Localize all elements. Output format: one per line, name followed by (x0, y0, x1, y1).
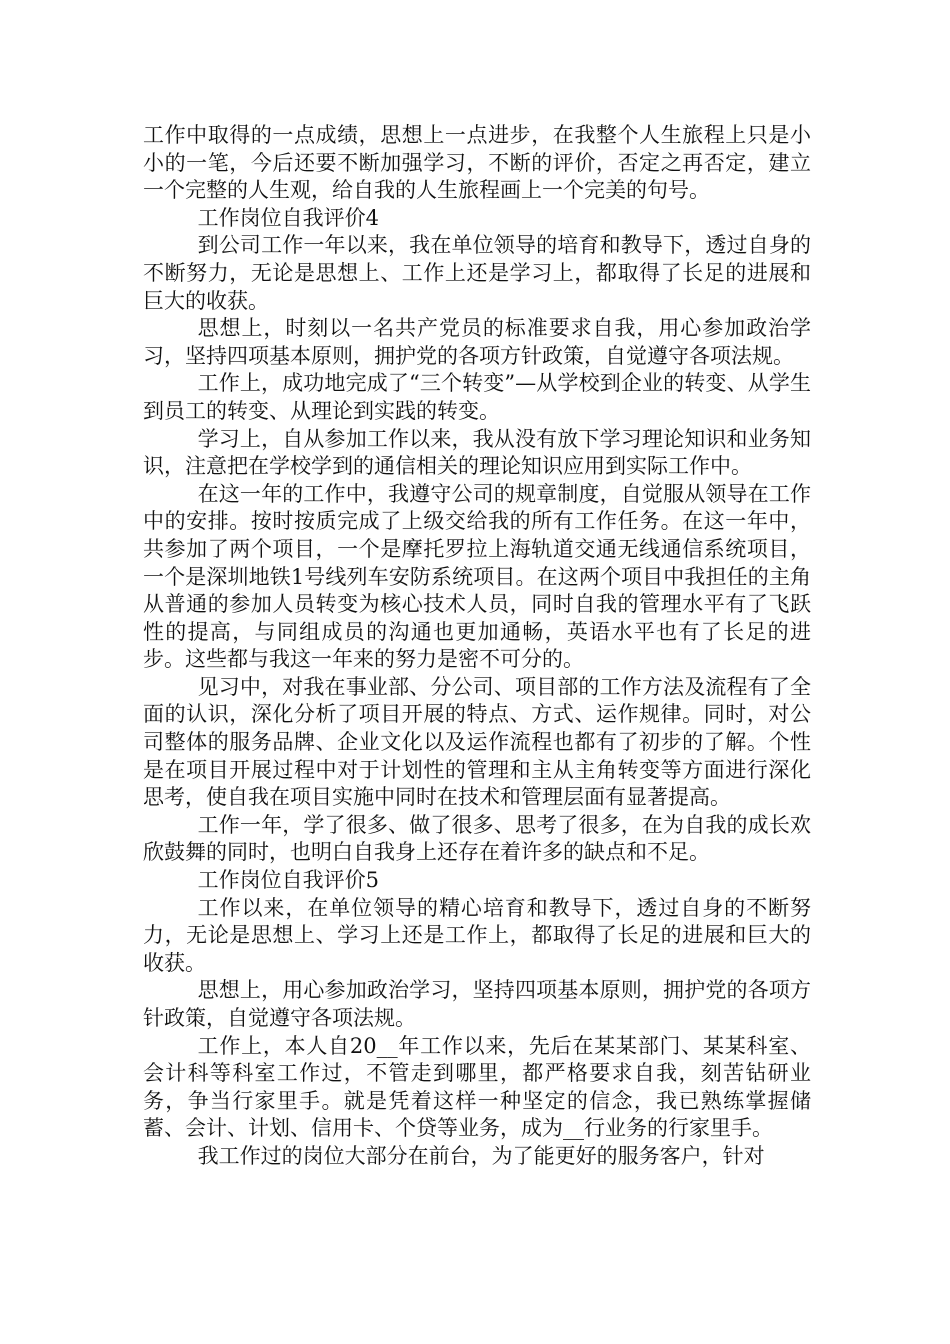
paragraph: 工作一年，学了很多、做了很多、思考了很多，在为自我的成长欢欣鼓舞的同时，也明白自我身上还存在着许多的缺点和不足。 (143, 812, 811, 865)
paragraph: 工作以来，在单位领导的精心培育和教导下，透过自身的不断努力，无论是思想上、学习上还是工作上，都取得了长足的进展和巨大的收获。 (143, 895, 811, 975)
paragraph: 学习上，自从参加工作以来，我从没有放下学习理论知识和业务知识，注意把在学校学到的通信相关的理论知识应用到实际工作中。 (143, 426, 811, 479)
document-body (143, 122, 811, 1171)
paragraph: 在这一年的工作中，我遵守公司的规章制度，自觉服从领导在工作中的安排。按时按质完成了上级交给我的所有工作任务。在这一年中，共参加了两个项目，一个是摩托罗拉上海轨道交通无线通信系统项目，一个是深圳地铁1号线列车安防系统项目。在这两个项目中我担任的主角从普通的参加人员转变为核心技术人员，同时自我的管理水平有了飞跃性的提高，与同组成员的沟通也更加通畅，英语水平也有了长足的进步。这些都与我这一年来的努力是密不可分的。 (143, 481, 811, 672)
paragraph: 工作上，本人自20__年工作以来，先后在某某部门、某某科室、会计科等科室工作过，不管走到哪里，都严格要求自我，刻苦钻研业务，争当行家里手。就是凭着这样一种坚定的信念，我已熟练掌握储蓄、会计、计划、信用卡、个贷等业务，成为__行业务的行家里手。 (143, 1033, 811, 1141)
section-heading-4: 工作岗位自我评价4 (197, 205, 379, 230)
paragraph: 思想上，时刻以一名共产党员的标准要求自我，用心参加政治学习，坚持四项基本原则，拥护党的各项方针政策，自觉遵守各项法规。 (143, 316, 811, 368)
paragraph: 思想上，用心参加政治学习，坚持四项基本原则，拥护党的各项方针政策，自觉遵守各项法规。 (143, 978, 811, 1030)
paragraph-continuation: 工作中取得的一点成绩，思想上一点进步，在我整个人生旅程上只是小小的一笔，今后还要不断加强学习，不断的评价，否定之再否定，建立一个完整的人生观，给自我的人生旅程画上一个完美的句号。 (143, 123, 811, 203)
paragraph: 工作上，成功地完成了“三个转变”—从学校到企业的转变、从学生到员工的转变、从理论到实践的转变。 (143, 371, 811, 423)
paragraph: 我工作过的岗位大部分在前台，为了能更好的服务客户，针对 (197, 1143, 765, 1168)
paragraph: 到公司工作一年以来，我在单位领导的培育和教导下，透过自身的不断努力，无论是思想上、工作上还是学习上，都取得了长足的进展和巨大的收获。 (143, 233, 811, 313)
paragraph: 见习中，对我在事业部、分公司、项目部的工作方法及流程有了全面的认识，深化分析了项目开展的特点、方式、运作规律。同时，对公司整体的服务品牌、企业文化以及运作流程也都有了初步的了解。个性是在项目开展过程中对于计划性的管理和主从主角转变等方面进行深化思考，使自我在项目实施中同时在技术和管理层面有显著提高。 (143, 674, 811, 810)
section-heading-5: 工作岗位自我评价5 (197, 868, 379, 893)
